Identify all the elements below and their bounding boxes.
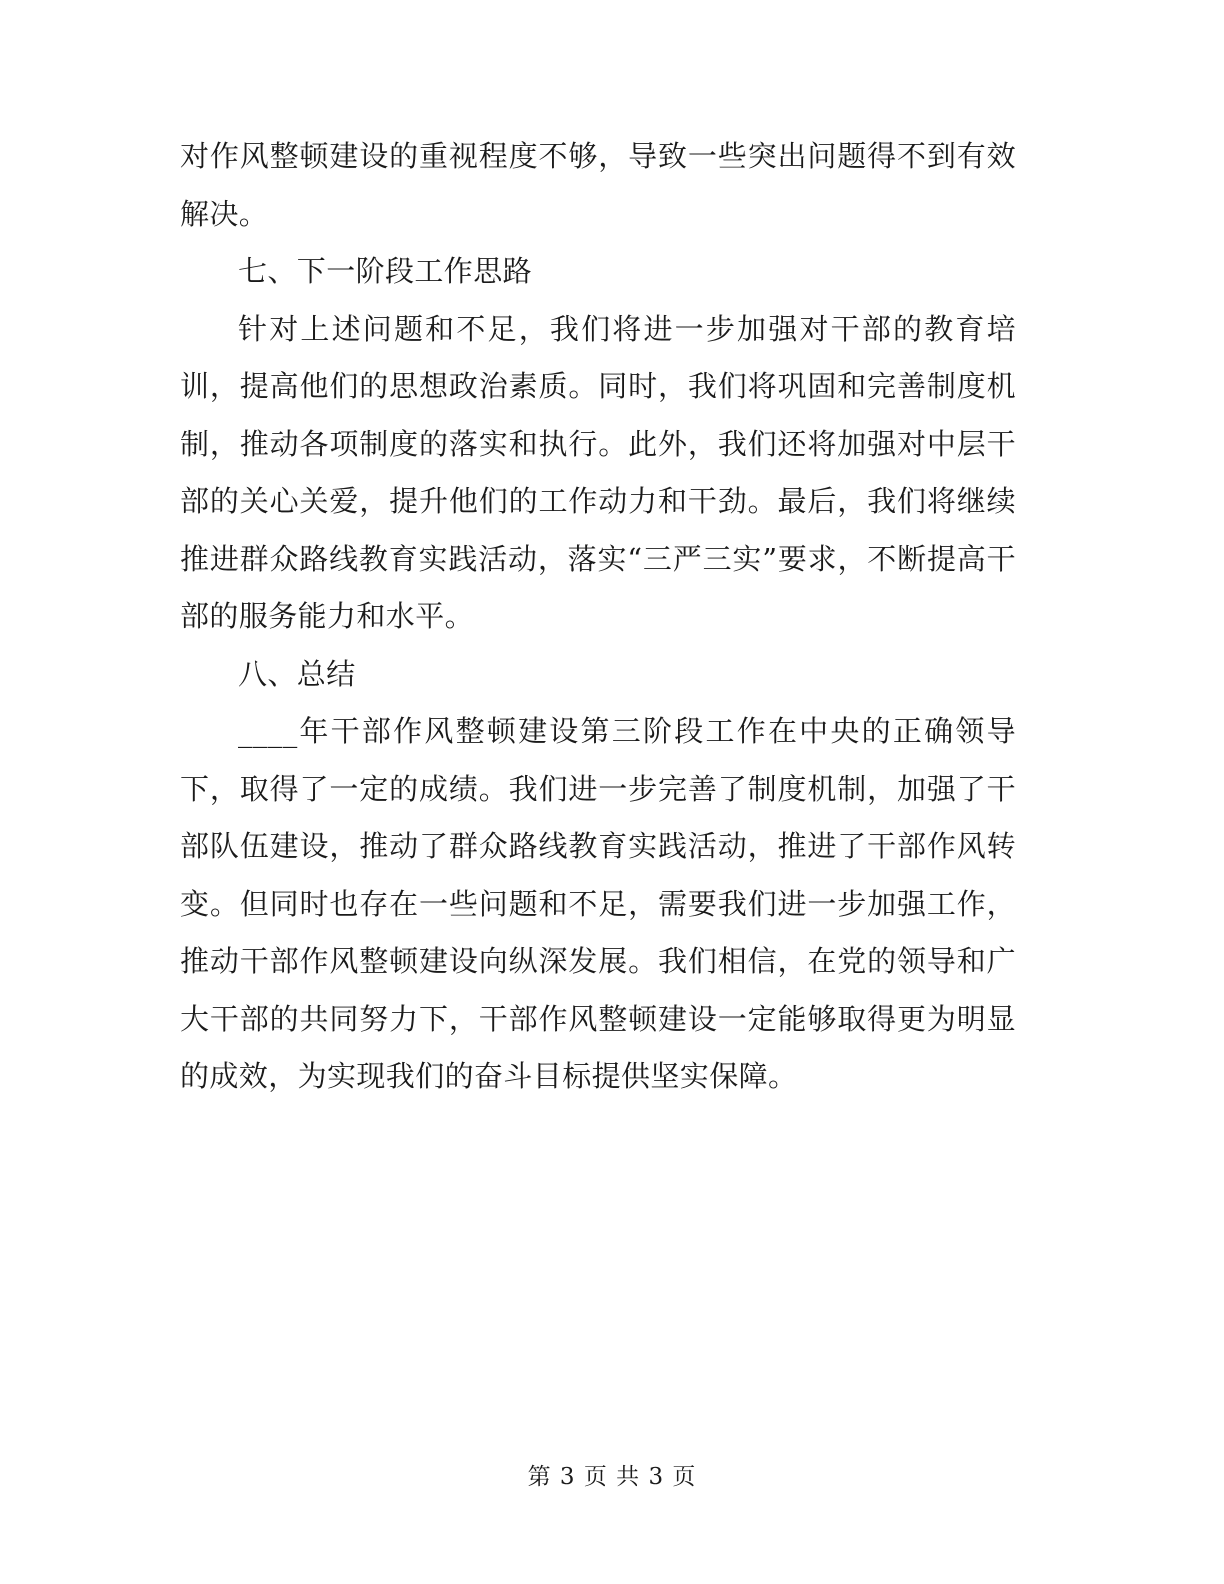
- paragraph-summary: ____年干部作风整顿建设第三阶段工作在中央的正确领导下，取得了一定的成绩。我们进一步完善了制度机制，加强了干部队伍建设，推动了群众路线教育实践活动，推进了干部作风转变。但同时也存在一些问题和不足，需要我们进一步加强工作，推动干部作风整顿建设向纵深发展。我们相信，在党的领导和广大干部的共同努力下，干部作风整顿建设一定能够取得更为明显的成效，为实现我们的奋斗目标提供坚实保障。: [180, 714, 1016, 1093]
- section-heading-summary: 八、总结: [238, 656, 356, 691]
- document-body: [180, 128, 1016, 1106]
- section-heading-next-steps: 七、下一阶段工作思路: [238, 254, 533, 288]
- paragraph-next-steps: 针对上述问题和不足，我们将进一步加强对干部的教育培训，提高他们的思想政治素质。同时，我们将巩固和完善制度机制，推动各项制度的落实和执行。此外，我们还将加强对中层干部的关心关爱，提升他们的工作动力和干劲。最后，我们将继续推进群众路线教育实践活动，落实“三严三实”要求，不断提高干部的服务能力和水平。: [180, 311, 1016, 633]
- page-number-footer: 第 3 页 共 3 页: [527, 1464, 697, 1490]
- paragraph-continued: 对作风整顿建设的重视程度不够，导致一些突出问题得不到有效解决。: [180, 139, 1016, 231]
